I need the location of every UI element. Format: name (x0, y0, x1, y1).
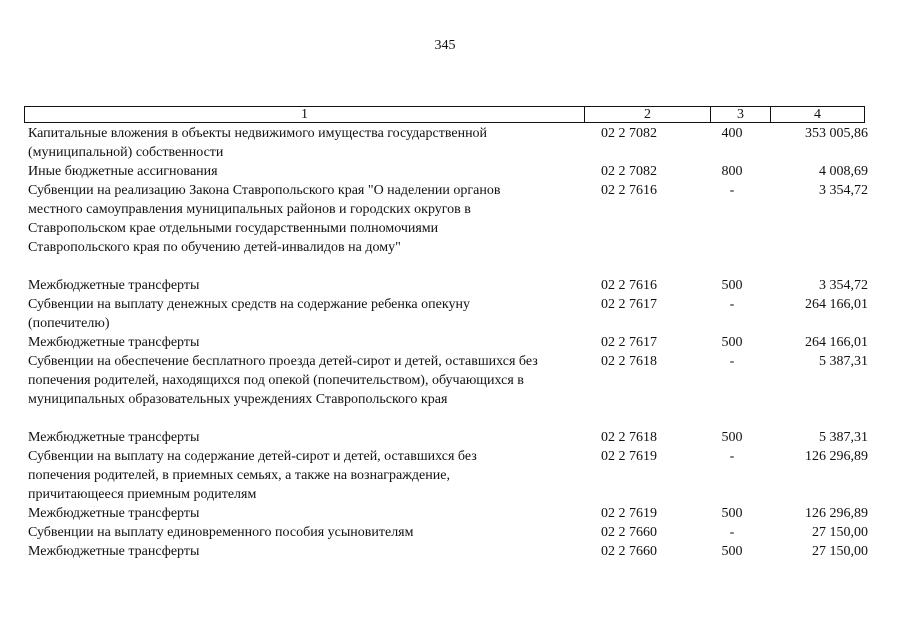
row-code: 02 2 7618 (601, 430, 657, 445)
table-row (28, 295, 868, 333)
row-sum: 126 296,89 (805, 506, 868, 521)
table-row (28, 504, 868, 523)
row-name: Субвенции на реализацию Закона Ставропольского края "О наделении органов местного самоуправления муниципальных районов и городских округов в Ставропольском крае отдельными государственными полномочиями Ставропольского края по обучению детей-инвалидов на дому" (28, 183, 501, 255)
row-code: 02 2 7616 (601, 278, 657, 293)
row-sum: 27 150,00 (812, 525, 868, 540)
table-row (28, 447, 868, 504)
row-code: 02 2 7617 (601, 297, 657, 312)
row-sum: 3 354,72 (819, 183, 868, 198)
row-sum: 5 387,31 (819, 354, 868, 369)
table-row (28, 162, 868, 181)
row-type: - (729, 354, 735, 369)
row-sum: 353 005,86 (805, 126, 868, 141)
row-code: 02 2 7616 (601, 183, 657, 198)
header-col-4: 4 (814, 107, 821, 122)
table-row (28, 542, 868, 561)
row-name: Субвенции на обеспечение бесплатного проезда детей-сирот и детей, оставшихся без попечения родителей, находящихся под опекой (попечительством), обучающихся в муниципальных образовательных учреждениях Ставропольского края (28, 354, 538, 407)
table-header (24, 106, 865, 123)
row-code: 02 2 7617 (601, 335, 657, 350)
row-type: 800 (721, 164, 743, 179)
row-name: Межбюджетные трансферты (28, 430, 200, 445)
table-row (28, 124, 868, 162)
row-code: 02 2 7618 (601, 354, 657, 369)
table-row (28, 352, 868, 409)
row-sum: 5 387,31 (819, 430, 868, 445)
header-col-2: 2 (585, 107, 711, 122)
row-sum: 126 296,89 (805, 449, 868, 464)
row-type: - (729, 183, 735, 198)
row-type: - (729, 449, 735, 464)
budget-table-body (28, 124, 868, 561)
table-row (28, 428, 868, 447)
header-col-3: 3 (711, 107, 771, 122)
row-name: Субвенции на выплату на содержание детей-сирот и детей, оставшихся без попечения родителей, в приемных семьях, а также на вознаграждение, причитающееся приемным родителям (28, 449, 477, 502)
row-code: 02 2 7619 (601, 449, 657, 464)
row-name: Межбюджетные трансферты (28, 335, 200, 350)
header-col-1: 1 (25, 107, 585, 122)
row-sum: 264 166,01 (805, 297, 868, 312)
row-code: 02 2 7082 (601, 164, 657, 179)
row-type: - (729, 297, 735, 312)
table-row (28, 333, 868, 352)
row-sum: 264 166,01 (805, 335, 868, 350)
table-row (28, 523, 868, 542)
row-type: 500 (721, 430, 743, 445)
row-name: Капитальные вложения в объекты недвижимого имущества государственной (муниципальной) собственности (28, 126, 488, 160)
page-number: 345 (434, 38, 456, 53)
table-row (28, 276, 868, 295)
row-type: 500 (721, 278, 743, 293)
row-name: Субвенции на выплату единовременного пособия усыновителям (28, 525, 414, 540)
row-sum: 4 008,69 (819, 164, 868, 179)
row-spacer (28, 257, 868, 276)
row-name: Иные бюджетные ассигнования (28, 164, 218, 179)
row-code: 02 2 7619 (601, 506, 657, 521)
row-type: - (729, 525, 735, 540)
row-type: 500 (721, 506, 743, 521)
row-spacer (28, 409, 868, 428)
row-name: Межбюджетные трансферты (28, 544, 200, 559)
row-sum: 27 150,00 (812, 544, 868, 559)
row-sum: 3 354,72 (819, 278, 868, 293)
table-row (28, 181, 868, 257)
row-name: Межбюджетные трансферты (28, 278, 200, 293)
row-type: 500 (721, 335, 743, 350)
row-code: 02 2 7660 (601, 544, 657, 559)
row-type: 500 (721, 544, 743, 559)
row-code: 02 2 7660 (601, 525, 657, 540)
row-code: 02 2 7082 (601, 126, 657, 141)
row-name: Межбюджетные трансферты (28, 506, 200, 521)
row-type: 400 (721, 126, 743, 141)
row-name: Субвенции на выплату денежных средств на содержание ребенка опекуну (попечителю) (28, 297, 470, 331)
